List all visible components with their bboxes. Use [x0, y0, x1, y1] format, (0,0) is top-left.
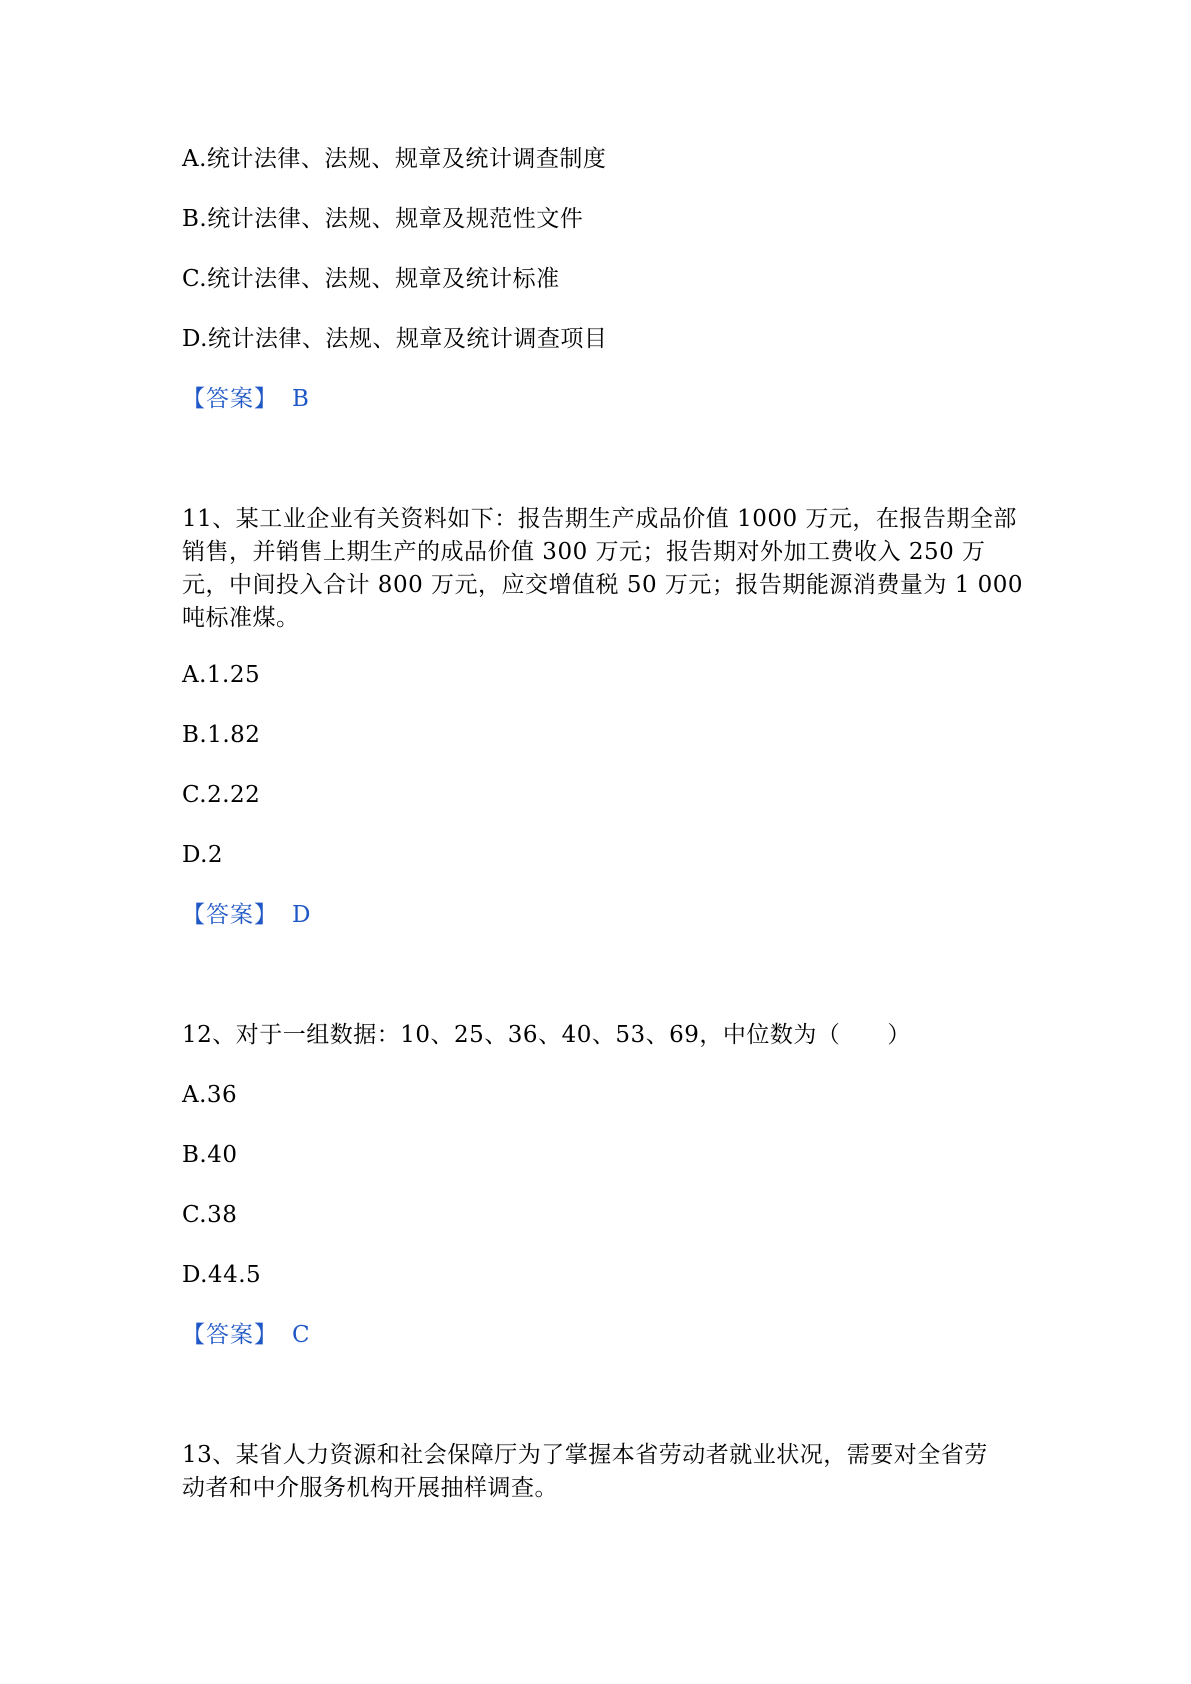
q11-stem-line-4: 吨标准煤。: [182, 605, 300, 631]
q12-option-c: C.38: [182, 1202, 238, 1228]
q13-stem-line-1: 13、某省人力资源和社会保障厅为了掌握本省劳动者就业状况，需要对全省劳: [182, 1442, 988, 1468]
q10-option-c: C.统计法律、法规、规章及统计标准: [182, 266, 560, 292]
q11-option-b: B.1.82: [182, 722, 261, 748]
q12-answer: [182, 1320, 311, 1350]
q13-stem-line-2: 动者和中介服务机构开展抽样调查。: [182, 1475, 558, 1501]
q12-option-b: B.40: [182, 1142, 238, 1168]
answer-tag: 【答案】: [182, 902, 278, 928]
q11-option-a: A.1.25: [182, 662, 261, 688]
q11-option-d: D.2: [182, 842, 224, 868]
q11-stem-line-3: 元，中间投入合计 800 万元，应交增值税 50 万元；报告期能源消费量为 1 000: [182, 572, 1024, 598]
q12-stem: 12、对于一组数据：10、25、36、40、53、69，中位数为（ ）: [182, 1022, 911, 1048]
answer-tag: 【答案】: [182, 1322, 278, 1348]
q11-stem-line-1: 11、某工业企业有关资料如下：报告期生产成品价值 1000 万元，在报告期全部: [182, 506, 1017, 532]
answer-value: B: [292, 386, 310, 412]
q10-answer: [182, 384, 310, 414]
q11-option-c: C.2.22: [182, 782, 261, 808]
answer-value: D: [292, 902, 312, 928]
q11-stem-line-2: 销售，并销售上期生产的成品价值 300 万元；报告期对外加工费收入 250 万: [182, 539, 986, 565]
q10-option-a: A.统计法律、法规、规章及统计调查制度: [182, 146, 607, 172]
q10-option-d: D.统计法律、法规、规章及统计调查项目: [182, 326, 608, 352]
answer-value: C: [292, 1322, 311, 1348]
q12-option-a: A.36: [182, 1082, 238, 1108]
q10-option-b: B.统计法律、法规、规章及规范性文件: [182, 206, 584, 232]
q11-answer: [182, 900, 311, 930]
q12-option-d: D.44.5: [182, 1262, 262, 1288]
answer-tag: 【答案】: [182, 386, 278, 412]
